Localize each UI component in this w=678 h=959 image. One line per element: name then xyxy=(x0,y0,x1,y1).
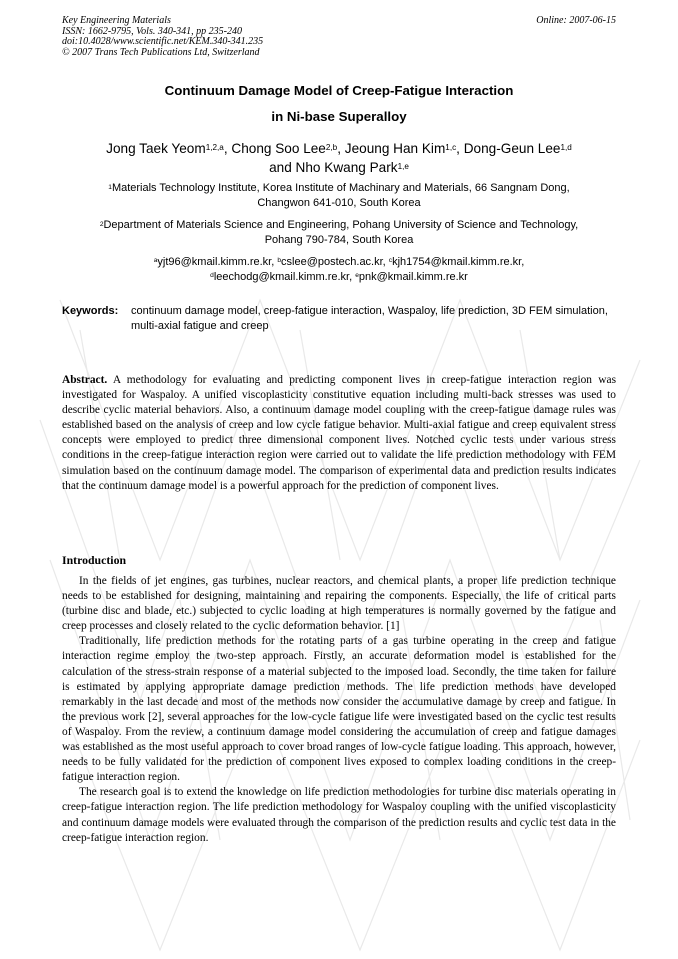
affiliation-line: Materials Technology Institute, Korea Institute of Machinary and Materials, 66 Sangnam Dong, xyxy=(111,182,570,194)
issn-line: ISSN: 1662-9795, Vols. 340-341, pp 235-240 xyxy=(62,25,242,37)
affiliation-line: Pohang 790-784, South Korea xyxy=(264,234,414,247)
author-affiliation-marker: 1,c xyxy=(445,143,457,153)
author-affiliation-marker: 1,d xyxy=(560,143,572,153)
author-affiliation-marker: 1,e xyxy=(397,162,409,172)
email-marker: a xyxy=(153,257,158,265)
keywords-block xyxy=(62,304,616,335)
introduction-paragraph: The research goal is to extend the knowledge on life prediction methodologies for turbine disc materials operating in creep-fatigue interaction region. The life prediction methodology for Waspaloy coupling with the unified viscoplasticity and continuum damage models were evaluated through the comparison of the prediction results and cyclic test data in the creep-fatigue interaction region. xyxy=(62,786,616,844)
online-date: Online: 2007-06-15 xyxy=(536,15,616,26)
author-conjunction: and xyxy=(269,160,296,175)
author-name: Chong Soo Lee xyxy=(231,141,326,156)
email-address[interactable]: yjt96@kmail.kimm.re.kr, xyxy=(157,256,278,268)
paper-title-line-2: in Ni-base Superalloy xyxy=(271,109,407,124)
affiliation-marker: 1 xyxy=(108,184,112,192)
abstract-text: A methodology for evaluating and predicting component lives in creep-fatigue interaction region was investigated for Waspaloy. A unified viscoplasticity constitutive equation including multi-back stresses was used to describe cyclic material behaviors. Also, a continuum damage model coupling with the creep-fatigue damage rules was established based on the analysis of creep and low cycle fatigue behavior. Multi-axial fatigue and creep equivalent stress concepts were employed to predict three dimensional component lives. Notched cyclic tests under various stress conditions in the creep-fatigue interaction region were carried out to validate the life prediction methodology with FEM simulation based on the continuum damage model. The comparison of experimental data and prediction results indicates that the continuum damage model is a powerful approach for the prediction of component lives. xyxy=(62,374,616,492)
copyright-line: © 2007 Trans Tech Publications Ltd, Switzerland xyxy=(62,46,260,58)
author-name: Nho Kwang Park xyxy=(295,160,398,175)
author-separator: , xyxy=(456,141,464,156)
keywords-label: Keywords: xyxy=(62,305,119,317)
author-name: Jong Taek Yeom xyxy=(106,141,206,156)
author-separator: , xyxy=(223,141,232,156)
author-separator: , xyxy=(337,141,345,156)
email-address[interactable]: pnk@kmail.kimm.re.kr xyxy=(358,270,468,283)
email-marker: c xyxy=(388,257,393,265)
affiliation-2 xyxy=(60,218,618,249)
email-marker: d xyxy=(210,271,214,279)
author-affiliation-marker: 2,b xyxy=(325,143,338,153)
journal-header xyxy=(62,16,616,58)
author-emails xyxy=(60,255,618,284)
doi-line: doi:10.4028/www.scientific.net/KEM.340-341.235 xyxy=(62,36,264,48)
abstract-label: Abstract. xyxy=(62,374,108,386)
author-name: Dong-Geun Lee xyxy=(463,141,561,156)
introduction-paragraph: Traditionally, life prediction methods for the rotating parts of a gas turbine operating in the creep and fatigue interaction regime employ the two-step approach. Firstly, an accurate deformation model is established for the calculation of the stress-strain response of a material subjected to the imposed load. Secondly, the time taken for failure is estimated by applying appropriate damage prediction methods. The life prediction methods have developed remarkably in the last decade and most of the methods now consider the accumulative damage by creep and fatigue. In the previous work [2], several approaches for the low-cycle fatigue life were investigated based on the cyclic test results of Waspaloy. From the review, a continuum damage model considering the accumulation of creep and fatigue damages was established as the most useful approach to cover broad ranges of low-cycle fatigue loading. This approach, however, needs to be fully validated for the prediction of component lives exposed to complex loading conditions in the creep-fatigue interaction region. xyxy=(62,635,616,784)
author-name: Jeoung Han Kim xyxy=(344,141,446,156)
email-address[interactable]: cslee@postech.ac.kr, xyxy=(281,256,389,268)
abstract-paragraph xyxy=(62,373,616,494)
affiliation-marker: 2 xyxy=(99,221,104,229)
email-address[interactable]: kjh1754@kmail.kimm.re.kr, xyxy=(392,256,525,268)
paper-title-line-1: Continuum Damage Model of Creep-Fatigue Interaction xyxy=(164,83,514,98)
section-heading-introduction: Introduction xyxy=(62,553,127,567)
journal-name: Key Engineering Materials xyxy=(62,15,171,26)
author-list xyxy=(52,139,626,177)
email-marker: b xyxy=(277,257,282,265)
affiliation-1 xyxy=(60,181,618,212)
affiliation-line: Department of Materials Science and Engineering, Pohang University of Science and Technology, xyxy=(103,219,579,231)
affiliation-line: Changwon 641-010, South Korea xyxy=(257,197,421,210)
email-marker: e xyxy=(355,271,359,279)
email-address[interactable]: leechodg@kmail.kimm.re.kr, xyxy=(213,270,356,283)
introduction-paragraph: In the fields of jet engines, gas turbines, nuclear reactors, and chemical plants, a proper life prediction technique needs to be established for designing, maintaining and repairing the components. Especially, the life of critical parts (turbine disc and blade, etc.) subjected to cyclic loading at high temperatures is normally governed by the fatigue and creep processes and closely related to the cyclic deformation behavior. [1] xyxy=(62,575,616,633)
introduction-body xyxy=(62,574,616,846)
author-affiliation-marker: 1,2,a xyxy=(205,143,224,153)
keywords-text: continuum damage model, creep-fatigue interaction, Waspaloy, life prediction, 3D FEM simulation, multi-axial fatigue and creep xyxy=(131,305,608,333)
